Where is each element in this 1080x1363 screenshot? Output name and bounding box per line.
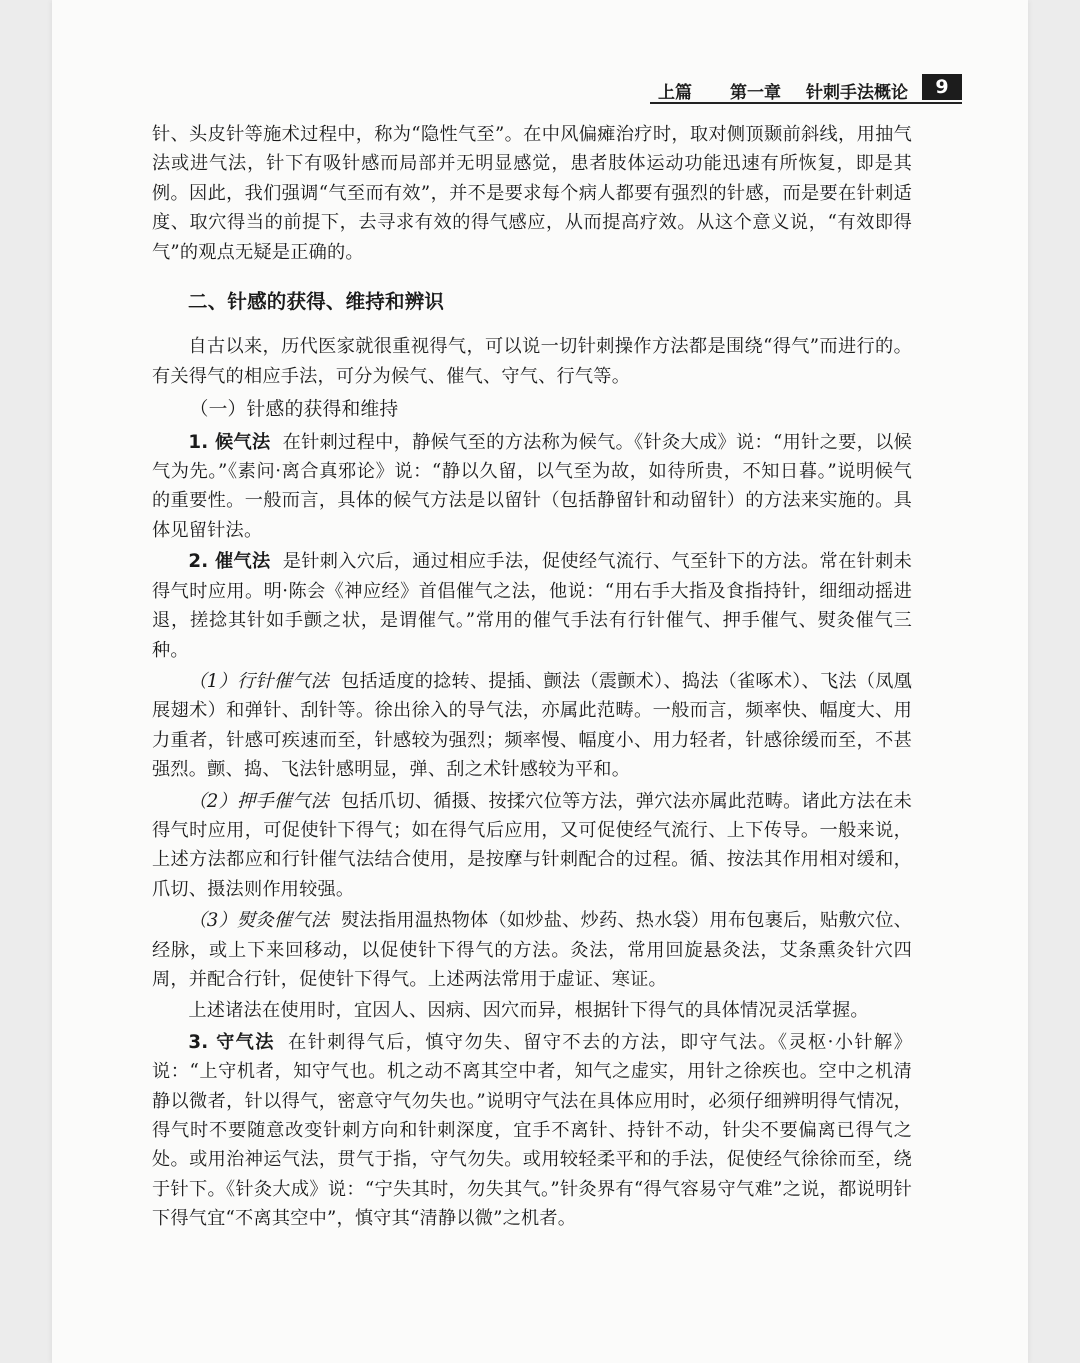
method-yun-jiu xyxy=(152,906,912,994)
item-cui-qi-label: 2. 催气法 xyxy=(188,551,271,573)
book-page xyxy=(52,0,1028,1363)
item-shou-qi xyxy=(152,1028,912,1234)
method-xing-zhen-text: 包括适度的捻转、提插、颤法（震颤术）、捣法（雀啄术）、飞法（凤凰展翅术）和弹针、刮针等。徐出徐入的导气法，亦属此范畴。一般而言，频率快、幅度大、用力重者，针感可疾速而至，针感较为强烈；频率慢、幅度小、用力轻者，针感徐缓而至，不甚强烈。颤、捣、飞法针感明显，弹、刮之术针感较为平和。 xyxy=(152,670,913,781)
running-header xyxy=(650,76,962,104)
method-ya-shou-label: （2）押手催气法 xyxy=(188,790,330,812)
section-heading: 二、针感的获得、维持和辨识 xyxy=(188,290,445,314)
method-ya-shou-text: 包括爪切、循摄、按揉穴位等方法，弹穴法亦属此范畴。诸此方法在未得气时应用，可促使针下得气；如在得气后应用，又可促使经气流行、上下传导。一般来说，上述方法都应和行针催气法结合使用，是按摩与针刺配合的过程。循、按法其作用相对缓和，爪切、摄法则作用较强。 xyxy=(152,790,913,900)
page-body xyxy=(152,120,912,1234)
method-yun-jiu-label: （3）熨灸催气法 xyxy=(188,910,330,932)
item-cui-qi xyxy=(152,547,912,665)
method-xing-zhen xyxy=(152,667,912,785)
header-title: 针刺手法概论 xyxy=(806,83,908,103)
paragraph-intro: 自古以来，历代医家就很重视得气，可以说一切针刺操作方法都是围绕“得气”而进行的。有关得气的相应手法，可分为候气、催气、守气、行气等。 xyxy=(152,336,912,387)
method-xing-zhen-label: （1）行针催气法 xyxy=(188,670,330,692)
item-hou-qi-label: 1. 候气法 xyxy=(188,431,271,453)
item-cui-qi-text: 是针刺入穴后，通过相应手法，促使经气流行、气至针下的方法。常在针刺未得气时应用。明·陈会《神应经》首倡催气之法，他说：“用右手大指及食指持针，细细动摇进退，搓捻其针如手颤之状，是谓催气。”常用的催气手法有行针催气、押手催气、熨灸催气三种。 xyxy=(152,551,912,661)
header-part: 上篇 xyxy=(658,83,692,103)
paragraph-continued: 针、头皮针等施术过程中，称为“隐性气至”。在中风偏瘫治疗时，取对侧顶颞前斜线，用抽气法或进气法，针下有吸针感而局部并无明显感觉，患者肢体运动功能迅速有所恢复，即是其例。因此，我们强调“气至而有效”，并不是要求每个病人都要有强烈的针感，而是要在针刺适度、取穴得当的前提下，去寻求有效的得气感应，从而提高疗效。从这个意义说，“有效即得气”的观点无疑是正确的。 xyxy=(152,124,912,263)
page-number: 9 xyxy=(922,74,962,100)
paragraph-summary: 上述诸法在使用时，宜因人、因病、因穴而异，根据针下得气的具体情况灵活掌握。 xyxy=(188,1000,869,1022)
item-shou-qi-label: 3. 守气法 xyxy=(188,1031,275,1053)
item-shou-qi-text: 在针刺得气后，慎守勿失、留守不去的方法，即守气法。《灵枢·小针解》说：“上守机者，知守气也。机之动不离其空中者，知气之虚实，用针之徐疾也。空中之机清静以微者，针以得气，密意守气勿失也。”说明守气法在具体应用时，必须仔细辨明得气情况，得气时不要随意改变针刺方向和针刺深度，宜手不离针、持针不动，针尖不要偏离已得气之处。或用治神运气法，贯气于指，守气勿失。或用较轻柔平和的手法，促使经气徐徐而至，绕于针下。《针灸大成》说：“宁失其时，勿失其气。”针灸界有“得气容易守气难”之说，都说明针下得气宜“不离其空中”，慎守其“清静以微”之机者。 xyxy=(152,1031,912,1230)
sub-heading: （一）针感的获得和维持 xyxy=(189,399,399,421)
header-chapter: 第一章 xyxy=(730,83,781,103)
item-hou-qi xyxy=(152,428,912,546)
method-ya-shou xyxy=(152,787,912,905)
method-yun-jiu-text: 熨法指用温热物体（如炒盐、炒药、热水袋）用布包裹后，贴敷穴位、经脉，或上下来回移动，以促使针下得气的方法。灸法，常用回旋悬灸法，艾条熏灸针穴四周，并配合行针，促使针下得气。上述两法常用于虚证、寒证。 xyxy=(152,910,913,990)
item-hou-qi-text: 在针刺过程中，静候气至的方法称为候气。《针灸大成》说：“用针之要，以候气为先。”《素问·离合真邪论》说：“静以久留，以气至为故，如待所贵，不知日暮。”说明候气的重要性。一般而言，具体的候气方法是以留针（包括静留针和动留针）的方法来实施的。具体见留针法。 xyxy=(152,431,912,541)
